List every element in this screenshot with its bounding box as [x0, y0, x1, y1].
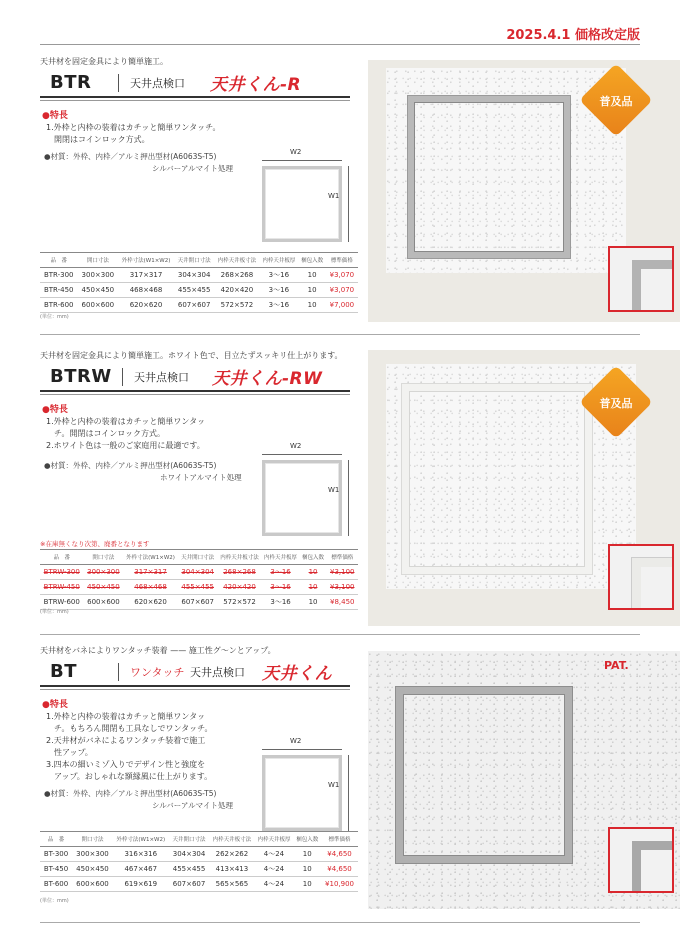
outer-size: 317×317: [118, 268, 174, 283]
material-spec: ●材質：外枠、内枠／アルミ押出型材(A6063S-T5): [44, 152, 217, 161]
board-size: 413×413: [209, 862, 254, 877]
board-size: 420×420: [215, 283, 260, 298]
product-code: BT-300: [40, 847, 72, 862]
feature-line: 性アップ。: [46, 748, 93, 757]
w2-label: W2: [290, 148, 302, 156]
popular-badge: 普及品: [599, 397, 633, 410]
section-intro: 天井材を固定金具により簡単施工。: [40, 57, 168, 66]
outer-size: 316×316: [113, 847, 169, 862]
product-code: BTRW-600: [40, 595, 84, 610]
column-header: 標準価格: [326, 253, 358, 268]
product-title: [40, 659, 350, 685]
ceiling-opening: 455×455: [174, 283, 215, 298]
ceiling-opening: 607×607: [178, 595, 218, 610]
product-code: BTR-600: [40, 298, 77, 313]
title-underline: [40, 390, 350, 392]
product-code: BT-600: [40, 877, 72, 892]
section-bt: [40, 645, 640, 915]
section-btr: [40, 56, 640, 322]
inspection-hatch-frame: [402, 384, 592, 574]
w1-dimension-line: [348, 166, 349, 242]
product-photo: [368, 60, 680, 322]
standard-price: ¥7,000: [326, 298, 358, 313]
section-btrw: [40, 350, 640, 625]
standard-price: ¥3,100: [326, 580, 358, 595]
column-header: 品 番: [40, 550, 84, 565]
standard-price: ¥4,650: [321, 847, 358, 862]
dimension-diagram: [258, 148, 358, 243]
table-header-row: [40, 832, 358, 847]
corner-frame-detail: [632, 558, 674, 610]
column-header: 標準価格: [321, 832, 358, 847]
product-subtitle: 天井点検口: [134, 371, 189, 384]
board-size: 565×565: [209, 877, 254, 892]
corner-detail-inset: [608, 827, 674, 893]
board-thickness: 3～16: [261, 595, 299, 610]
section-intro: 天井材を固定金具により簡単施工。ホワイト色で、目立たずスッキリ仕上がります。: [40, 351, 343, 360]
column-header: 内枠天井板厚: [259, 253, 298, 268]
column-header: 天井開口寸法: [178, 550, 218, 565]
board-size: 262×262: [209, 847, 254, 862]
ceiling-opening: 607×607: [174, 298, 215, 313]
feature-line: 開閉はコインロック方式。: [46, 135, 150, 144]
pack-quantity: 10: [298, 283, 325, 298]
board-thickness: 3～16: [261, 580, 299, 595]
table-row: [40, 580, 358, 595]
table-row: [40, 268, 358, 283]
frame-outline: [262, 166, 342, 242]
column-header: 内枠天井板厚: [254, 832, 293, 847]
column-header: 外枠寸法(W1×W2): [118, 253, 174, 268]
popular-badge: 普及品: [599, 95, 633, 108]
w2-dimension-line: [262, 749, 342, 750]
opening-size: 300×300: [72, 847, 113, 862]
title-underline: [40, 96, 350, 98]
column-header: 外枠寸法(W1×W2): [123, 550, 177, 565]
corner-frame-detail: [632, 260, 674, 312]
column-header: 開口寸法: [72, 832, 113, 847]
w2-dimension-line: [262, 454, 342, 455]
pack-quantity: 10: [300, 565, 327, 580]
product-photo: [368, 350, 680, 626]
section-divider: [40, 334, 640, 335]
material-finish: ホワイトアルマイト処理: [160, 473, 242, 482]
ceiling-opening: 304×304: [169, 847, 210, 862]
column-header: 天井開口寸法: [174, 253, 215, 268]
table-header-row: [40, 253, 358, 268]
outer-size: 317×317: [123, 565, 177, 580]
w1-label: W1: [328, 781, 340, 789]
board-size: 420×420: [218, 580, 262, 595]
board-thickness: 3～16: [259, 298, 298, 313]
outer-size: 620×620: [118, 298, 174, 313]
column-header: 梱包入数: [300, 550, 327, 565]
board-thickness: 3～16: [259, 283, 298, 298]
column-header: 品 番: [40, 253, 77, 268]
table-row: [40, 595, 358, 610]
outer-size: 467×467: [113, 862, 169, 877]
brand-name: 天井くん-RW: [212, 369, 323, 389]
standard-price: ¥3,070: [326, 283, 358, 298]
title-separator: [118, 663, 119, 681]
section-divider: [40, 634, 640, 635]
w2-label: W2: [290, 442, 302, 450]
corner-frame-detail: [632, 841, 674, 893]
board-thickness: 3～16: [259, 268, 298, 283]
top-divider: [40, 44, 640, 45]
standard-price: ¥3,070: [326, 268, 358, 283]
outer-size: 468×468: [123, 580, 177, 595]
product-title: [40, 70, 350, 96]
pack-quantity: 10: [298, 298, 325, 313]
column-header: 開口寸法: [84, 550, 124, 565]
column-header: 外枠寸法(W1×W2): [113, 832, 169, 847]
feature-line: チ。開閉はコインロック方式。: [46, 429, 166, 438]
corner-detail-inset: [608, 544, 674, 610]
table-header-row: [40, 550, 358, 565]
model-code: BTR: [50, 72, 92, 93]
opening-size: 450×450: [72, 862, 113, 877]
material-finish: シルバーアルマイト処理: [152, 164, 233, 173]
table-row: [40, 283, 358, 298]
product-photo: [368, 651, 680, 909]
ceiling-opening: 304×304: [178, 565, 218, 580]
feature-line: チ。もちろん開閉も工具なしでワンタッチ。: [46, 724, 213, 733]
feature-line: 3.四本の細いミゾ入りでデザイン性と強度を: [46, 760, 206, 769]
model-code: BT: [50, 661, 77, 682]
frame-outline: [262, 755, 342, 831]
material-finish: シルバーアルマイト処理: [152, 801, 233, 810]
title-underline-thin: [40, 100, 350, 101]
outer-size: 619×619: [113, 877, 169, 892]
unit-note: (単位：mm): [40, 898, 69, 904]
board-size: 268×268: [218, 565, 262, 580]
board-size: 268×268: [215, 268, 260, 283]
patent-mark: PAT.: [604, 659, 629, 672]
column-header: 開口寸法: [77, 253, 118, 268]
product-title: [40, 364, 350, 390]
board-size: 572×572: [218, 595, 262, 610]
model-code: BTRW: [50, 366, 112, 387]
board-size: 572×572: [215, 298, 260, 313]
inspection-hatch-frame: [396, 687, 572, 863]
title-separator: [118, 74, 119, 92]
revision-date: 2025.4.1 価格改定版: [506, 28, 640, 43]
ceiling-opening: 455×455: [178, 580, 218, 595]
frame-outline: [262, 460, 342, 536]
board-thickness: 4～24: [254, 877, 293, 892]
feature-line: 2.天井材がバネによるワンタッチ装着で施工: [46, 736, 206, 745]
feature-line: 1.外枠と内枠の装着はカチッと簡単ワンタッ: [46, 712, 206, 721]
dimension-diagram: [258, 737, 358, 832]
opening-size: 450×450: [84, 580, 124, 595]
table-row: [40, 877, 358, 892]
inspection-hatch-frame: [408, 96, 570, 258]
material-spec: ●材質：外枠、内枠／アルミ押出型材(A6063S-T5): [44, 461, 217, 470]
opening-size: 300×300: [84, 565, 124, 580]
opening-size: 600×600: [72, 877, 113, 892]
column-header: 内枠天井板寸法: [218, 550, 262, 565]
w2-label: W2: [290, 737, 302, 745]
opening-size: 600×600: [77, 298, 118, 313]
dimension-diagram: [258, 442, 358, 537]
section-intro: 天井材をバネによりワンタッチ装着 —— 施工性グ～ンとアップ。: [40, 646, 276, 655]
column-header: 梱包入数: [298, 253, 325, 268]
ceiling-opening: 607×607: [169, 877, 210, 892]
w1-label: W1: [328, 192, 340, 200]
table-row: [40, 565, 358, 580]
product-subtitle: 天井点検口: [190, 666, 245, 679]
features-heading: ●特長: [42, 111, 68, 121]
standard-price: ¥3,100: [326, 565, 358, 580]
spec-table: [40, 831, 358, 892]
column-header: 梱包入数: [294, 832, 322, 847]
ceiling-opening: 455×455: [169, 862, 210, 877]
product-code: BTR-450: [40, 283, 77, 298]
board-thickness: 4～24: [254, 847, 293, 862]
feature-line: 1.外枠と内枠の装着はカチッと簡単ワンタッチ。: [46, 123, 221, 132]
table-row: [40, 862, 358, 877]
pack-quantity: 10: [294, 877, 322, 892]
feature-line: アップ。おしゃれな額縁風に仕上がります。: [46, 772, 213, 781]
title-separator: [122, 368, 123, 386]
features-heading: ●特長: [42, 405, 68, 415]
discontinued-note: ※在庫無くなり次第、廃番となります: [40, 540, 150, 548]
column-header: 内枠天井板厚: [261, 550, 299, 565]
unit-note: (単位：mm): [40, 609, 69, 615]
brand-name: 天井くん: [262, 664, 332, 684]
pack-quantity: 10: [300, 580, 327, 595]
board-thickness: 3～16: [261, 565, 299, 580]
features-heading: ●特長: [42, 700, 68, 710]
pack-quantity: 10: [294, 847, 322, 862]
opening-size: 600×600: [84, 595, 124, 610]
standard-price: ¥10,900: [321, 877, 358, 892]
outer-size: 468×468: [118, 283, 174, 298]
column-header: 天井開口寸法: [169, 832, 210, 847]
opening-size: 300×300: [77, 268, 118, 283]
w1-dimension-line: [348, 460, 349, 536]
title-underline-thin: [40, 394, 350, 395]
product-subtitle-prefix: ワンタッチ: [130, 666, 185, 679]
spec-table: [40, 549, 358, 610]
product-code: BTRW-450: [40, 580, 84, 595]
w1-label: W1: [328, 486, 340, 494]
unit-note: (単位：mm): [40, 314, 69, 320]
ceiling-opening: 304×304: [174, 268, 215, 283]
product-code: BTRW-300: [40, 565, 84, 580]
standard-price: ¥4,650: [321, 862, 358, 877]
column-header: 品 番: [40, 832, 72, 847]
column-header: 内枠天井板寸法: [215, 253, 260, 268]
spec-table: [40, 252, 358, 313]
pack-quantity: 10: [294, 862, 322, 877]
pack-quantity: 10: [298, 268, 325, 283]
feature-line: 2.ホワイト色は一般のご家庭用に最適です。: [46, 441, 205, 450]
corner-detail-inset: [608, 246, 674, 312]
material-spec: ●材質：外枠、内枠／アルミ押出型材(A6063S-T5): [44, 789, 217, 798]
title-underline-thin: [40, 689, 350, 690]
board-thickness: 4～24: [254, 862, 293, 877]
opening-size: 450×450: [77, 283, 118, 298]
brand-name: 天井くん-R: [210, 75, 302, 95]
table-row: [40, 847, 358, 862]
product-subtitle: 天井点検口: [130, 77, 185, 90]
standard-price: ¥8,450: [326, 595, 358, 610]
product-code: BT-450: [40, 862, 72, 877]
w1-dimension-line: [348, 755, 349, 831]
table-row: [40, 298, 358, 313]
bottom-divider: [40, 922, 640, 923]
product-code: BTR-300: [40, 268, 77, 283]
title-underline: [40, 685, 350, 687]
w2-dimension-line: [262, 160, 342, 161]
outer-size: 620×620: [123, 595, 177, 610]
pack-quantity: 10: [300, 595, 327, 610]
column-header: 標準価格: [326, 550, 358, 565]
column-header: 内枠天井板寸法: [209, 832, 254, 847]
feature-line: 1.外枠と内枠の装着はカチッと簡単ワンタッ: [46, 417, 206, 426]
